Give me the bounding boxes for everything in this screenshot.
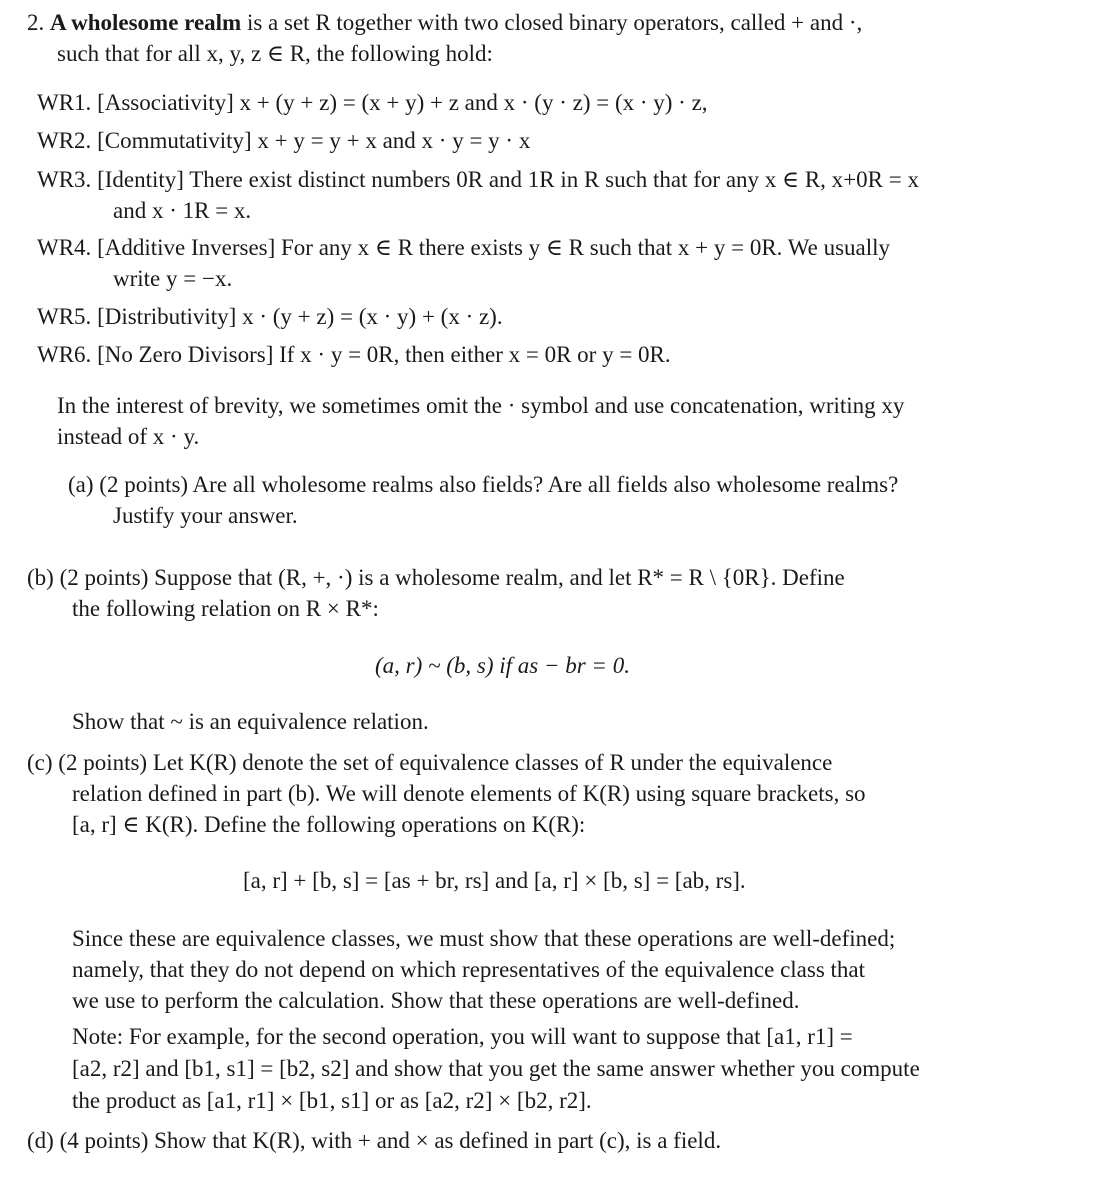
part-b-label: (b) bbox=[27, 565, 54, 590]
part-a-line-2: Justify your answer. bbox=[113, 503, 298, 528]
axiom-wr2 bbox=[37, 126, 530, 156]
axiom-id: WR5. bbox=[37, 304, 92, 329]
part-b-show-line: Show that ~ is an equivalence relation. bbox=[72, 709, 429, 734]
problem-term: A wholesome realm bbox=[50, 10, 242, 35]
axiom-wr4-cont: write y = −x. bbox=[113, 266, 233, 291]
axiom-wr3-cont: and x · 1R = x. bbox=[113, 198, 252, 223]
part-b-line-2: the following relation on R × R*: bbox=[72, 596, 379, 621]
problem-intro-text: is a set R together with two closed binary operators, called + and ·, bbox=[246, 10, 863, 35]
part-b-relation-display: (a, r) ~ (b, s) if as − br = 0. bbox=[375, 653, 630, 678]
part-c-note-line-3: the product as [a1, r1] × [b1, s1] or as [a2, r2] × [b2, r2]. bbox=[72, 1088, 592, 1113]
brevity-line-2: instead of x · y. bbox=[57, 424, 200, 449]
part-c-label: (c) bbox=[27, 750, 53, 775]
axiom-text: [Identity] There exist distinct numbers 0R and 1R in R such that for any x ∈ R, x+0R = x bbox=[97, 167, 919, 192]
brevity-line-1: In the interest of brevity, we sometimes omit the · symbol and use concatenation, writing xy bbox=[57, 393, 905, 418]
axiom-text: [No Zero Divisors] If x · y = 0R, then either x = 0R or y = 0R. bbox=[97, 342, 671, 367]
axiom-text: [Additive Inverses] For any x ∈ R there exists y ∈ R such that x + y = 0R. We usually bbox=[97, 235, 891, 260]
part-c-para-line-3: we use to perform the calculation. Show that these operations are well-defined. bbox=[72, 988, 800, 1013]
part-c-note-line-1: Note: For example, for the second operation, you will want to suppose that [a1, r1] = bbox=[72, 1024, 853, 1049]
part-c-operations-display: [a, r] + [b, s] = [as + br, rs] and [a, r] × [b, s] = [ab, rs]. bbox=[243, 868, 746, 893]
axiom-id: WR6. bbox=[37, 342, 92, 367]
axiom-wr4 bbox=[37, 233, 890, 263]
problem-number: 2. bbox=[27, 10, 45, 35]
axiom-wr5 bbox=[37, 302, 503, 332]
part-c-note-line-2: [a2, r2] and [b1, s1] = [b2, s2] and show that you get the same answer whether you compute bbox=[72, 1056, 920, 1081]
part-c-line-1 bbox=[27, 748, 832, 778]
part-d-text: (4 points) Show that K(R), with + and × as defined in part (c), is a field. bbox=[59, 1128, 722, 1153]
part-c-line-3: [a, r] ∈ K(R). Define the following operations on K(R): bbox=[72, 812, 586, 837]
axiom-wr3 bbox=[37, 165, 919, 195]
part-a-text: (2 points) Are all wholesome realms also fields? Are all fields also wholesome realms? bbox=[99, 472, 899, 497]
axiom-wr6 bbox=[37, 340, 671, 370]
part-d-label: (d) bbox=[27, 1128, 54, 1153]
axiom-text: [Associativity] x + (y + z) = (x + y) + z and x · (y · z) = (x · y) · z, bbox=[97, 90, 708, 115]
part-d-line bbox=[27, 1126, 721, 1156]
axiom-text: [Distributivity] x · (y + z) = (x · y) + (x · z). bbox=[97, 304, 503, 329]
axiom-text: [Commutativity] x + y = y + x and x · y = y · x bbox=[97, 128, 531, 153]
part-c-text: (2 points) Let K(R) denote the set of equivalence classes of R under the equivalence bbox=[58, 750, 833, 775]
part-c-para-line-2: namely, that they do not depend on which representatives of the equivalence class that bbox=[72, 957, 866, 982]
axiom-id: WR3. bbox=[37, 167, 92, 192]
axiom-id: WR4. bbox=[37, 235, 92, 260]
axiom-id: WR1. bbox=[37, 90, 92, 115]
part-b-line-1 bbox=[27, 563, 845, 593]
problem-intro-line-1 bbox=[27, 8, 862, 38]
part-a-label: (a) bbox=[68, 472, 94, 497]
part-a-line-1 bbox=[68, 470, 898, 500]
axiom-id: WR2. bbox=[37, 128, 92, 153]
axiom-wr1 bbox=[37, 88, 708, 118]
part-c-para-line-1: Since these are equivalence classes, we must show that these operations are well-defined; bbox=[72, 926, 896, 951]
part-c-line-2: relation defined in part (b). We will denote elements of K(R) using square brackets, so bbox=[72, 781, 866, 806]
problem-intro-line-2: such that for all x, y, z ∈ R, the following hold: bbox=[57, 41, 493, 66]
part-b-text: (2 points) Suppose that (R, +, ·) is a wholesome realm, and let R* = R \ {0R}. Define bbox=[59, 565, 845, 590]
